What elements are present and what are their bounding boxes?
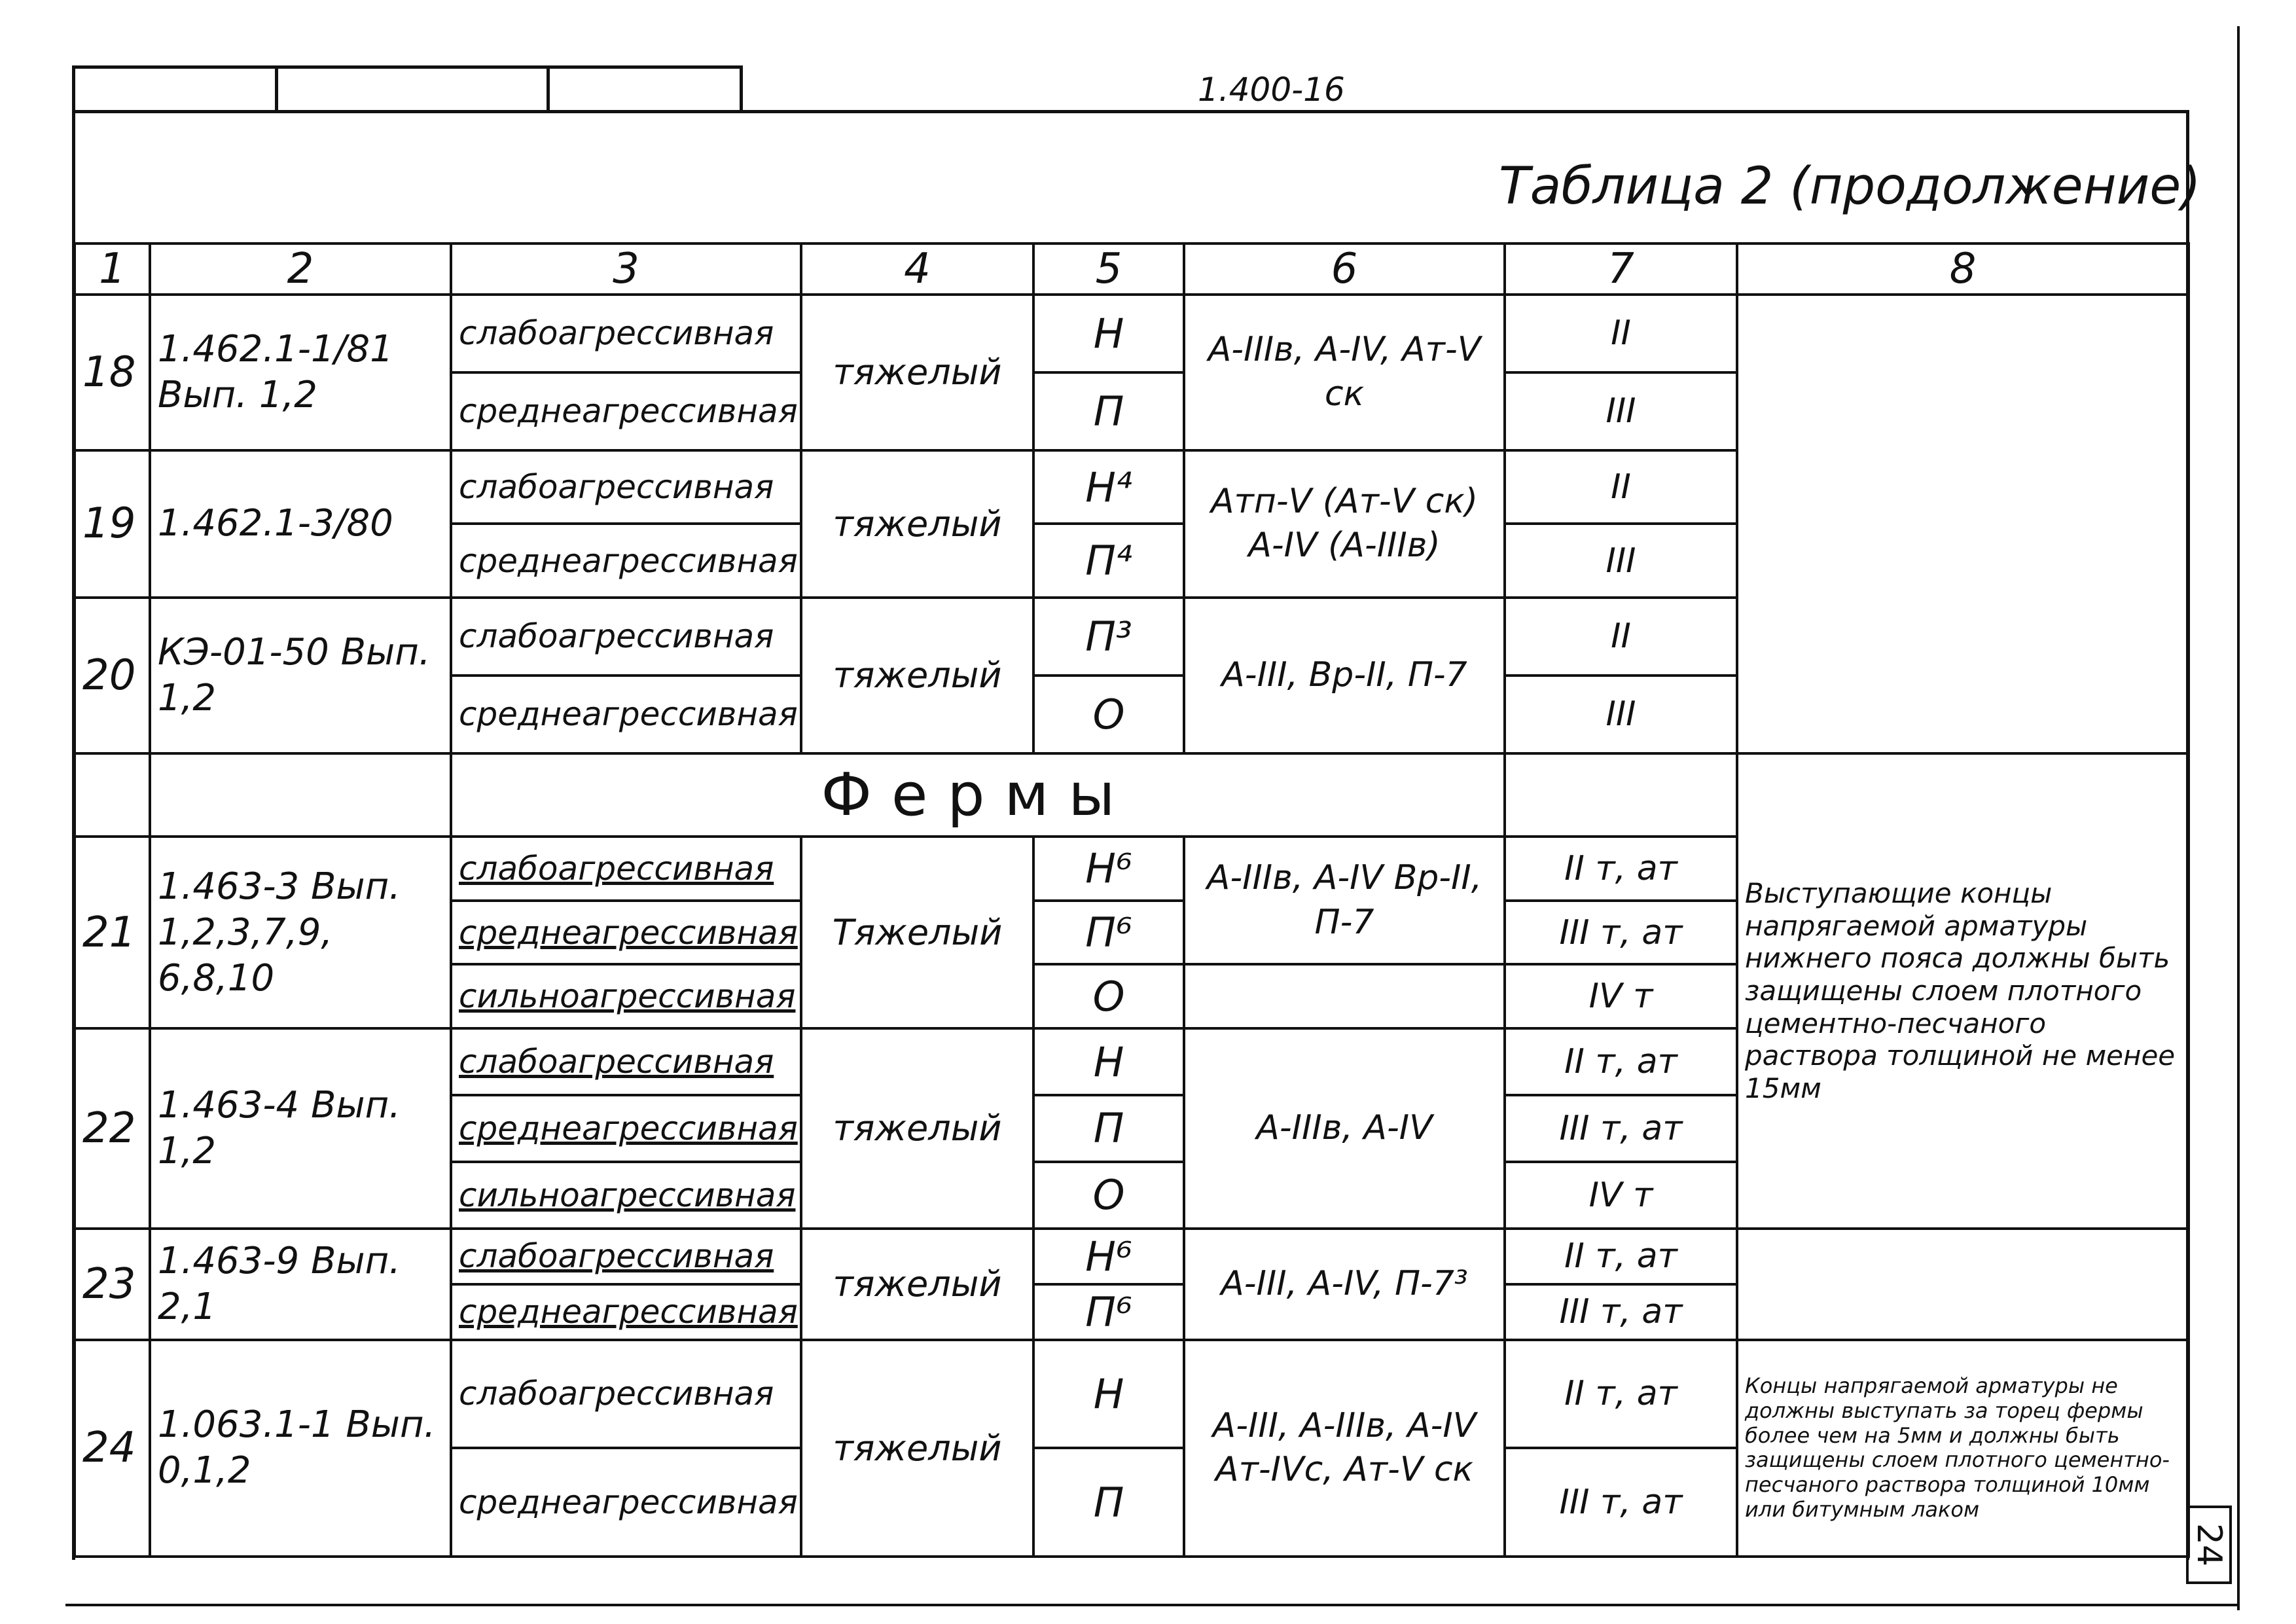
table-row bbox=[75, 1229, 2189, 1284]
note bbox=[1737, 295, 2189, 753]
note: Концы напрягаемой арматуры не должны выступать за торец фермы более чем на 5мм и должны быть защищены слоем плотного цементно-песчаного раствора толщиной 10мм или битумным лаком bbox=[1737, 1340, 2189, 1557]
reinforcement-class: Атп-V (Ат-V ск) А-IV (А-IIIв) bbox=[1184, 450, 1505, 598]
page-number bbox=[2186, 1506, 2232, 1584]
density-grade: П bbox=[1033, 1448, 1184, 1557]
crack-category: III bbox=[1505, 524, 1737, 598]
aggressiveness: слабоагрессивная bbox=[451, 598, 801, 676]
aggressiveness: среднеагрессивная bbox=[451, 1448, 801, 1557]
frame-bottom-line bbox=[65, 1604, 2238, 1606]
aggressiveness: слабоагрессивная bbox=[451, 837, 801, 901]
concrete-type: тяжелый bbox=[801, 1340, 1033, 1557]
density-grade: П⁶ bbox=[1033, 901, 1184, 965]
table-row bbox=[75, 295, 2189, 372]
crack-category: III bbox=[1505, 676, 1737, 753]
crack-category: IV т bbox=[1505, 1162, 1737, 1229]
concrete-type: тяжелый bbox=[801, 450, 1033, 598]
stamp-box bbox=[547, 65, 743, 113]
crack-category: II т, ат bbox=[1505, 837, 1737, 901]
aggressiveness: слабоагрессивная bbox=[451, 295, 801, 372]
crack-category: III т, ат bbox=[1505, 1284, 1737, 1340]
crack-category-empty bbox=[1505, 753, 1737, 837]
density-grade: Н bbox=[1033, 295, 1184, 372]
page-number-text: 24 bbox=[2189, 1523, 2229, 1567]
density-grade: О bbox=[1033, 676, 1184, 753]
crack-category: IV т bbox=[1505, 964, 1737, 1028]
crack-category: II т, ат bbox=[1505, 1229, 1737, 1284]
aggressiveness: сильноагрессивная bbox=[451, 1162, 801, 1229]
reinforcement-table bbox=[73, 242, 2190, 1558]
density-grade: Н⁶ bbox=[1033, 837, 1184, 901]
crack-category: II bbox=[1505, 598, 1737, 676]
reinforcement-class: А-IIIв, А-IV bbox=[1184, 1028, 1505, 1229]
frame-outer-right-line bbox=[2237, 26, 2240, 1610]
row-number: 23 bbox=[75, 1229, 150, 1340]
stamp-box bbox=[72, 65, 278, 113]
aggressiveness: слабоагрессивная bbox=[451, 1229, 801, 1284]
aggressiveness: среднеагрессивная bbox=[451, 1095, 801, 1162]
table-row bbox=[75, 1340, 2189, 1449]
density-grade: П⁴ bbox=[1033, 524, 1184, 598]
aggressiveness: сильноагрессивная bbox=[451, 964, 801, 1028]
crack-category: III т, ат bbox=[1505, 901, 1737, 965]
document-ref: 1.463-3 Вып. 1,2,3,7,9, 6,8,10 bbox=[150, 837, 451, 1028]
crack-category: II bbox=[1505, 450, 1737, 524]
density-grade: О bbox=[1033, 1162, 1184, 1229]
column-header: 1 bbox=[75, 244, 150, 295]
column-header: 5 bbox=[1033, 244, 1184, 295]
row-number-empty bbox=[75, 753, 150, 837]
section-row bbox=[75, 753, 2189, 837]
column-header: 4 bbox=[801, 244, 1033, 295]
reinforcement-empty bbox=[1184, 964, 1505, 1028]
density-grade: О bbox=[1033, 964, 1184, 1028]
row-number: 20 bbox=[75, 598, 150, 753]
row-number: 21 bbox=[75, 837, 150, 1028]
density-grade: П bbox=[1033, 372, 1184, 450]
concrete-type: тяжелый bbox=[801, 295, 1033, 450]
aggressiveness: слабоагрессивная bbox=[451, 450, 801, 524]
crack-category: III bbox=[1505, 372, 1737, 450]
document-ref: КЭ-01-50 Вып. 1,2 bbox=[150, 598, 451, 753]
density-grade: Н⁴ bbox=[1033, 450, 1184, 524]
concrete-type: тяжелый bbox=[801, 598, 1033, 753]
reinforcement-class: А-III, А-IV, П-7³ bbox=[1184, 1229, 1505, 1340]
header-row bbox=[75, 244, 2189, 295]
density-grade: Н bbox=[1033, 1028, 1184, 1095]
concrete-type: тяжелый bbox=[801, 1229, 1033, 1340]
column-header: 6 bbox=[1184, 244, 1505, 295]
density-grade: Н⁶ bbox=[1033, 1229, 1184, 1284]
note bbox=[1737, 1229, 2189, 1340]
density-grade: Н bbox=[1033, 1340, 1184, 1449]
stamp-box bbox=[275, 65, 550, 113]
document-ref: 1.063.1-1 Вып. 0,1,2 bbox=[150, 1340, 451, 1557]
concrete-type: Тяжелый bbox=[801, 837, 1033, 1028]
aggressiveness: среднеагрессивная bbox=[451, 372, 801, 450]
section-title: Фермы bbox=[451, 753, 1505, 837]
column-header: 2 bbox=[150, 244, 451, 295]
column-header: 3 bbox=[451, 244, 801, 295]
crack-category: III т, ат bbox=[1505, 1448, 1737, 1557]
density-grade: П³ bbox=[1033, 598, 1184, 676]
row-number: 22 bbox=[75, 1028, 150, 1229]
row-number: 24 bbox=[75, 1340, 150, 1557]
document-ref: 1.462.1-3/80 bbox=[150, 450, 451, 598]
aggressiveness: среднеагрессивная bbox=[451, 1284, 801, 1340]
aggressiveness: слабоагрессивная bbox=[451, 1340, 801, 1449]
concrete-type: тяжелый bbox=[801, 1028, 1033, 1229]
reinforcement-class: А-IIIв, А-IV, Ат-V ск bbox=[1184, 295, 1505, 450]
aggressiveness: среднеагрессивная bbox=[451, 901, 801, 965]
document-ref: 1.463-9 Вып. 2,1 bbox=[150, 1229, 451, 1340]
note: Выступающие концы напрягаемой арматуры нижнего пояса должны быть защищены слоем плотного цементно-песчаного раствора толщиной не менее 15мм bbox=[1737, 753, 2189, 1229]
row-number: 18 bbox=[75, 295, 150, 450]
crack-category: II т, ат bbox=[1505, 1028, 1737, 1095]
crack-category: III т, ат bbox=[1505, 1095, 1737, 1162]
aggressiveness: среднеагрессивная bbox=[451, 524, 801, 598]
density-grade: П⁶ bbox=[1033, 1284, 1184, 1340]
density-grade: П bbox=[1033, 1095, 1184, 1162]
aggressiveness: среднеагрессивная bbox=[451, 676, 801, 753]
crack-category: II bbox=[1505, 295, 1737, 372]
document-ref: 1.463-4 Вып. 1,2 bbox=[150, 1028, 451, 1229]
document-code: 1.400-16 bbox=[1198, 71, 1345, 109]
aggressiveness: слабоагрессивная bbox=[451, 1028, 801, 1095]
document-ref: 1.462.1-1/81 Вып. 1,2 bbox=[150, 295, 451, 450]
reinforcement-class: А-III, А-IIIв, А-IV Ат-IVс, Ат-V ск bbox=[1184, 1340, 1505, 1557]
crack-category: II т, ат bbox=[1505, 1340, 1737, 1449]
reinforcement-class: А-III, Вр-II, П-7 bbox=[1184, 598, 1505, 753]
row-number: 19 bbox=[75, 450, 150, 598]
document-ref-empty bbox=[150, 753, 451, 837]
reinforcement-class: А-IIIв, А-IV Вр-II, П-7 bbox=[1184, 837, 1505, 964]
table-title: Таблица 2 (продолжение) bbox=[1499, 157, 2201, 216]
column-header: 8 bbox=[1737, 244, 2189, 295]
column-header: 7 bbox=[1505, 244, 1737, 295]
